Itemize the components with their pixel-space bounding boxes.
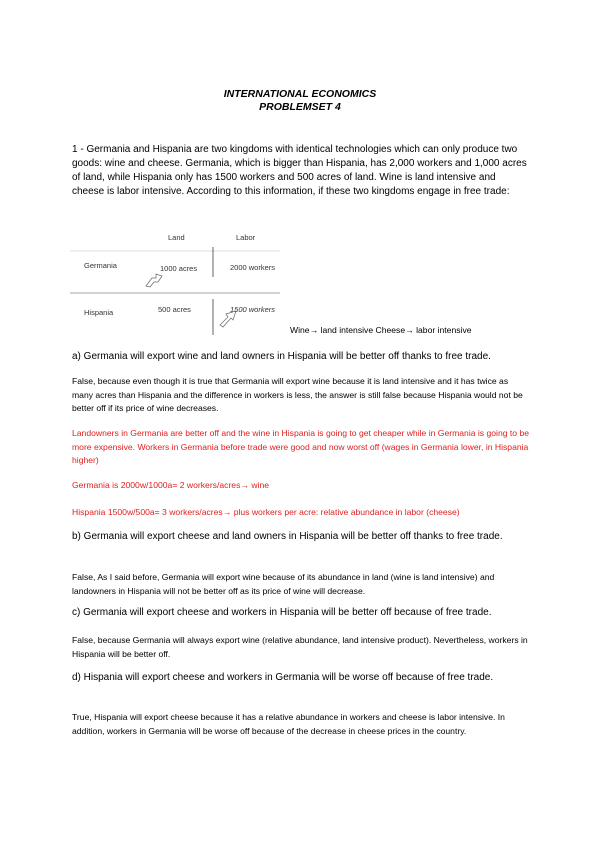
problem-intro: 1 - Germania and Hispania are two kingdoms with identical technologies which can only produce two goods: wine and cheese. Germania, which is bigger than Hispania, has 2,000 workers and 1,000 acres of land, while Hispania only has 1500 workers and 500 acres of land. Wine is land intensive and cheese is labor intensive. According to this information, if these two kingdoms engage in free trade: <box>72 144 527 197</box>
answer-b: False, As I said before, Germania will export wine because of its abundance in land (wine is land intensive) and landowners in Hispania will not be better off as its price of wine will decrease. <box>72 572 495 596</box>
germania-land-value: 1000 acres <box>160 264 198 273</box>
column-label-land: Land <box>168 233 185 242</box>
question-a: a) Germania will export wine and land owners in Hispania will be better off thanks to free trade. <box>72 351 491 362</box>
arrow-left-icon <box>146 274 162 287</box>
note-a-germania-ratio: Germania is 2000w/1000a= 2 workers/acres→ wine <box>72 480 270 490</box>
hispania-labor-value: 1500 workers <box>230 305 276 314</box>
question-b: b) Germania will export cheese and land owners in Hispania will be better off thanks to free trade. <box>72 531 503 542</box>
question-d: d) Hispania will export cheese and workers in Germania will be worse off because of free trade. <box>72 672 494 683</box>
row-label-hispania: Hispania <box>84 308 114 317</box>
answer-d: True, Hispania will export cheese because it has a relative abundance in workers and cheese is labor intensive. In addition, workers in Germania will be worse off because of the decrease in cheese prices in the country. <box>72 712 505 736</box>
note-a-landowners: Landowners in Germania are better off and the wine in Hispania is going to get cheaper while in Germania is going to be more expensive. Workers in Germania before trade were good and now worst off (wages in Germania lower, in Hispania higher) <box>72 428 530 465</box>
column-label-labor: Labor <box>236 233 256 242</box>
question-c: c) Germania will export cheese and workers in Hispania will be better off because of free trade. <box>72 607 492 618</box>
germania-labor-value: 2000 workers <box>230 263 276 272</box>
note-a-hispania-ratio: Hispania 1500w/500a= 3 workers/acres→ plus workers per acre: relative abundance in labor (cheese) <box>72 507 460 517</box>
answer-c: False, because Germania will always export wine (relative abundance, land intensive product). Nevertheless, workers in Hispania will be better off. <box>72 635 528 659</box>
factor-endowment-diagram <box>70 233 282 337</box>
document-subtitle: PROBLEMSET 4 <box>259 101 341 113</box>
intensity-legend: Wine→ land intensive Cheese→ labor intensive <box>290 325 472 335</box>
row-label-germania: Germania <box>84 261 117 270</box>
document-title: INTERNATIONAL ECONOMICS <box>223 88 377 100</box>
answer-a: False, because even though it is true that Germania will export wine because it is land intensive and it has twice as many acres than Hispania and the difference in workers is less, the answer is still false because Hispania would not be better off if its price of wine decreases. <box>72 376 523 413</box>
hispania-land-value: 500 acres <box>158 305 191 314</box>
